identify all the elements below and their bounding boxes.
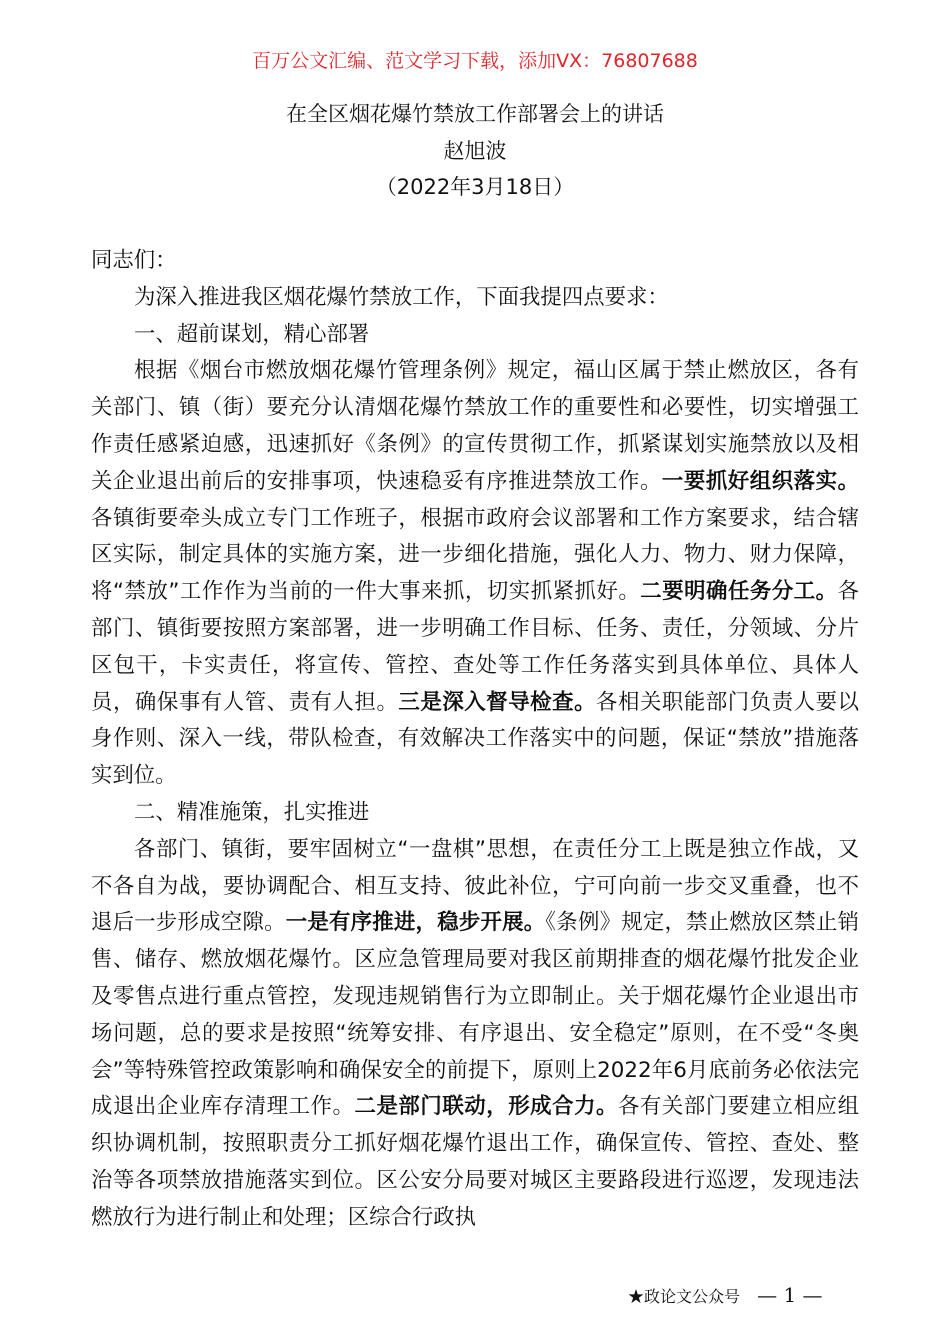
page-number: — 1 — [757,1283,823,1307]
text-segment: 一、超前谋划，精心部署 [134,321,370,347]
salutation: 同志们： [91,248,177,273]
document-date: （2022年3月18日） [375,175,575,199]
document-title: 在全区烟花爆竹禁放工作部署会上的讲话 [286,102,664,126]
text-segment: 各镇街要牵头成立专门工作班子，根据市政府会议部署和工作方案要求，结合辖区实际，制定具体的实施方案，进一步细化措施，强化人力、物力、财力保障，将“禁放”工作作为当前的一件大事来抓，切实抓紧抓好。 [91,505,859,605]
paragraph [91,832,859,1237]
bold-point: 二是部门联动，形成合力。 [354,1094,618,1120]
section-heading [91,795,859,832]
bold-point: 一要抓好组织落实。 [661,468,859,494]
text-segment: 《条例》规定，禁止燃放区禁止销售、储存、燃放烟花爆竹。区应急管理局要对我区前期排查的烟花爆竹批发企业及零售点进行重点管控，发现违规销售行为立即制止。关于烟花爆竹企业退出市场问题，总的要求是按照“统筹安排、有序退出、安全稳定”原则，在不受“冬奥会”等特殊管控政策影响和确保安全的前提下，原则上2022年6月底前务必依法完成退出企业库存清理工作。 [91,910,859,1120]
paragraph [91,353,859,795]
section-heading [91,317,859,354]
text-segment: 二、精准施策，扎实推进 [134,799,370,825]
bold-point: 二要明确任务分工。 [640,579,838,605]
text-segment: 各相关职能部门负责人要以身作则、深入一线，带队检查，有效解决工作落实中的问题，保证“禁放”措施落实到位。 [91,689,859,789]
text-segment: 根据《烟台市燃放烟花爆竹管理条例》规定，福山区属于禁止燃放区，各有关部门、镇（街）要充分认清烟花爆竹禁放工作的重要性和必要性，切实增强工作责任感紧迫感，迅速抓好《条例》的宣传贯彻工作，抓紧谋划实施禁放以及相关企业退出前后的安排事项，快速稳妥有序推进禁放工作。 [91,358,859,494]
bold-point: 三是深入督导检查。 [398,689,597,715]
text-segment: 为深入推进我区烟花爆竹禁放工作，下面我提四点要求： [134,284,669,310]
text-segment: 各部门、镇街，要牢固树立“一盘棋”思想，在责任分工上既是独立作战，又不各自为战，要协调配合、相互支持、彼此补位，宁可向前一步交叉重叠，也不退后一步形成空隙。 [91,836,859,936]
paragraph [91,280,859,317]
text-segment: 各部门、镇街要按照方案部署，进一步明确工作目标、任务、责任，分领域、分片区包干，卡实责任，将宣传、管控、查处等工作任务落实到具体单位、具体人员，确保事有人管、责有人担。 [91,579,859,715]
watermark-banner: 百万公文汇编、范文学习下载，添加VX：76807688 [252,50,698,72]
document-body [91,243,859,1237]
text-segment: 各有关部门要建立相应组织协调机制，按照职责分工抓好烟花爆竹退出工作，确保宣传、管控、查处、整治等各项禁放措施落实到位。区公安分局要对城区主要路段进行巡逻，发现违法燃放行为进行制止和处理；区综合行政执 [91,1094,859,1230]
bold-point: 一是有序推进，稳步开展。 [285,910,546,936]
document-author: 赵旭波 [443,139,507,163]
footer-source: ★政论文公众号 [628,1287,741,1306]
page-footer [628,1283,823,1307]
